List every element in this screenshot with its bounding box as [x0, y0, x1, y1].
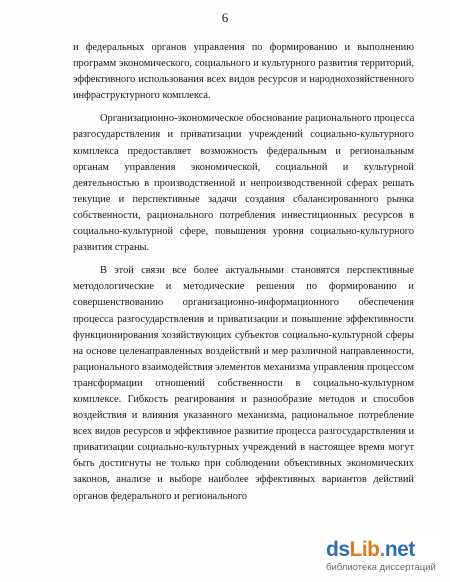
- text-line: деятельностью в производственной и непроизводственной сферах решать: [73, 177, 414, 189]
- text-line: совершенствованию организационно-информационного обеспечения: [73, 297, 414, 309]
- text-line: текущие и перспективные задачи создания сбалансированного рынка: [73, 193, 414, 205]
- text-line: органов федерального и регионального: [73, 490, 248, 502]
- paragraph-3: [73, 263, 414, 504]
- text-line: функционирования хозяйствующих субъектов социально-культурной сферы: [73, 329, 414, 341]
- text-line: быть достигнуты не только при соблюдении объективных экономических: [73, 458, 414, 470]
- text-line: собственности, рационального потребления инвестиционных ресурсов в: [73, 209, 414, 221]
- text-line: В этой связи все более актуальными становятся перспективные: [100, 265, 414, 277]
- text-line: воздействия и влияния указанного механизма, рациональное потребление: [73, 410, 414, 422]
- text-line: комплексе. Гибкость реагирования и разнообразие методов и способов: [73, 393, 414, 405]
- dslib-watermark: [322, 536, 440, 574]
- watermark-caption: библиотека диссертаций: [326, 562, 436, 573]
- dslib-logo: dsLib.net: [326, 538, 415, 561]
- text-line: развития страны.: [73, 242, 150, 254]
- text-line: инфраструктурного комплекса.: [73, 90, 211, 102]
- text-line: законов, анализе и выборе наиболее эффективных вариантов действий: [73, 474, 414, 486]
- text-line: всех видов ресурсов и эффективное развитие процесса разгосударствления и: [73, 426, 414, 438]
- text-line: на основе целенаправленных воздействий и мер различной направленности,: [73, 345, 414, 357]
- text-line: трансформации отношений собственности в социально-культурном: [73, 377, 414, 389]
- body-text: [73, 40, 414, 505]
- page-number: 6: [221, 10, 229, 25]
- text-line: социально-культурной сфере, повышения уровня социально-культурного: [73, 226, 414, 238]
- text-line: процесса разгосударствления и приватизации и повышение эффективности: [73, 313, 414, 325]
- text-line: приватизации социально-культурных учреждений в настоящее время могут: [73, 442, 414, 454]
- text-line: методологические и методические решения по формированию и: [73, 281, 414, 293]
- paragraph-2: [73, 111, 414, 256]
- text-line: органам управления экономической, социальной и культурной: [73, 161, 414, 173]
- text-line: разгосударствления и приватизации учреждений социально-культурного: [73, 129, 414, 141]
- text-line: комплекса предоставляет возможность федеральным и региональным: [73, 145, 414, 157]
- text-line: Организационно-экономическое обоснование рационального процесса: [100, 113, 414, 125]
- text-line: рационального взаимодействия элементов механизма управления процессом: [73, 361, 414, 373]
- paragraph-1: [73, 40, 414, 104]
- text-line: и федеральных органов управления по формированию и выполнению: [73, 42, 414, 53]
- text-line: программ экономического, социального и культурного развития территорий,: [73, 58, 414, 70]
- text-line: эффективного использования всех видов ресурсов и народнохозяйственного: [73, 74, 414, 86]
